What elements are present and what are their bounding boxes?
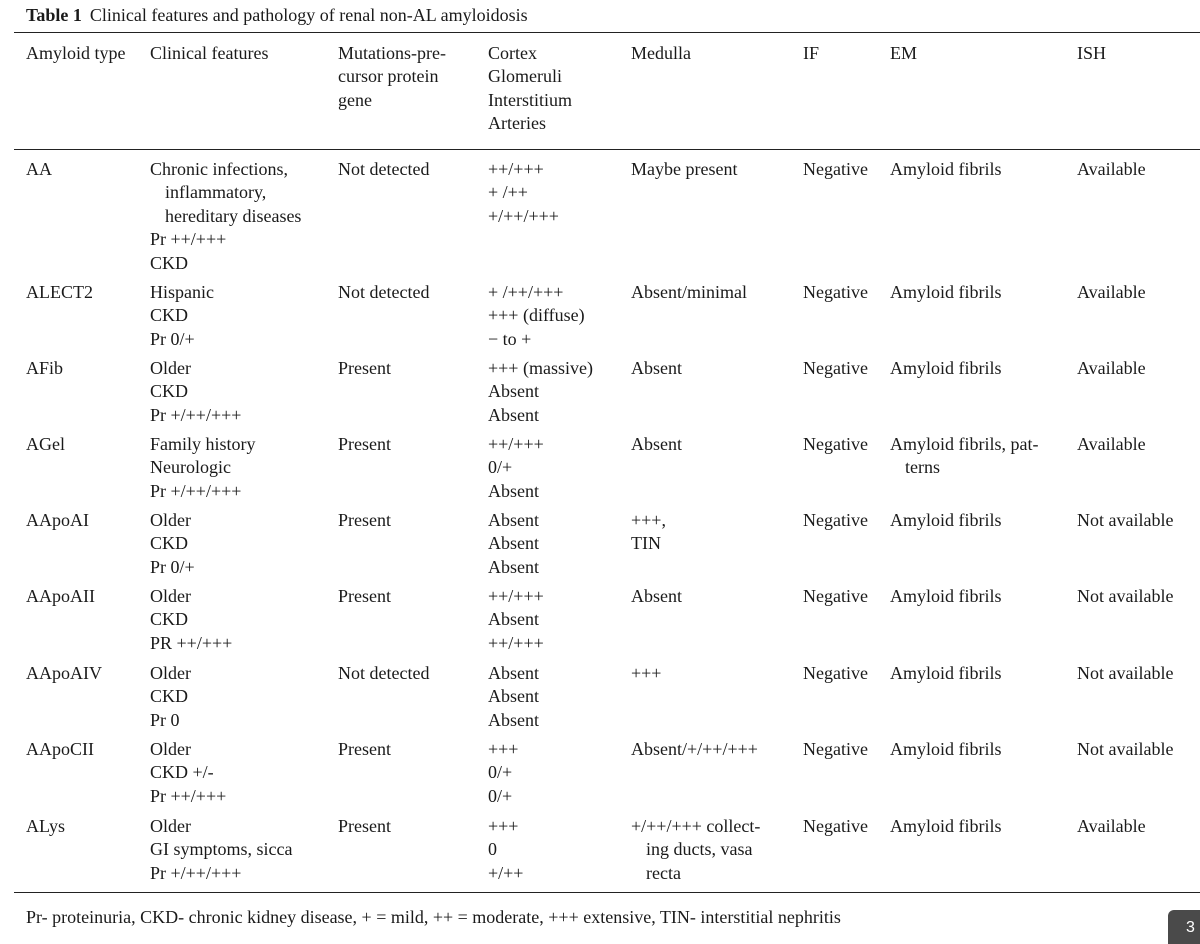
header-line: gene [338,89,372,110]
cell-line: Present [338,510,391,530]
cell-amyloid-type [26,509,89,532]
header-em [890,42,917,65]
table-caption [26,4,528,26]
cell-line: hereditary diseases [165,205,302,226]
cell-line: Not detected [338,159,430,179]
cell-line: Neurologic [150,457,231,478]
cell-line: Not detected [338,282,430,302]
cell-line: AApoAI [26,510,89,530]
cell-line: Absent [488,533,539,554]
header-line: EM [890,43,917,63]
header-line: Medulla [631,43,691,63]
cell-line: Not available [1077,739,1174,759]
cell-line: AGel [26,434,65,454]
cell-line: Family history [150,434,256,454]
cell-mutations [338,662,429,685]
cell-line: Pr +/++/+++ [150,480,242,501]
cell-if [803,585,868,608]
cell-line: ALys [26,816,66,836]
cell-line: Pr ++/+++ [150,785,227,806]
header-line: Amyloid type [26,43,126,63]
cell-line: Not available [1077,586,1174,606]
cell-clinical-features [150,662,191,732]
cell-ish [1077,357,1146,380]
header-amyloid-type [26,42,126,65]
cell-em [890,509,1002,532]
cell-line: CKD [150,252,189,273]
cell-line: ++/+++ [488,632,544,653]
cell-if [803,158,868,181]
cell-cortex [488,738,518,808]
cell-line: ++/+++ [488,159,544,179]
cell-if [803,815,868,838]
header-ish [1077,42,1106,65]
cell-em [890,357,1002,380]
header-line: Clinical features [150,43,269,63]
cell-line: Negative [803,358,868,378]
cell-clinical-features [150,357,241,427]
cell-line: Absent [631,434,682,454]
cell-medulla [631,281,747,304]
cell-medulla [631,738,758,761]
cell-medulla [631,509,666,556]
cell-line: Older [150,663,191,683]
cell-line: +/++/+++ collect- [631,816,761,836]
cell-line: Absent [488,663,539,683]
cell-line: + /++ [488,182,528,203]
cell-if [803,281,868,304]
cell-line: 0/+ [488,785,513,806]
header-if [803,42,819,65]
cell-cortex [488,357,593,427]
cell-line: terns [905,457,940,478]
cell-em [890,738,1002,761]
table-bottom-rule [14,892,1200,893]
cell-line: Negative [803,663,868,683]
cell-line: − to + [488,328,532,349]
cell-line: Absent/+/++/+++ [631,739,758,759]
cell-if [803,357,868,380]
cell-line: ++/+++ [488,586,544,606]
cell-ish [1077,158,1146,181]
cell-em [890,662,1002,685]
cell-line: Negative [803,282,868,302]
cell-medulla [631,815,760,885]
cell-ish [1077,509,1173,532]
cell-mutations [338,585,391,608]
cell-line: Absent [488,510,539,530]
cell-line: +++ (diffuse) [488,305,585,326]
cell-line: CKD [150,686,189,707]
cell-line: +++ [488,739,519,759]
cell-em [890,281,1002,304]
cell-line: Pr 0/+ [150,328,195,349]
cell-line: Present [338,434,391,454]
cell-line: Available [1077,282,1146,302]
cell-line: Absent [631,586,682,606]
cell-line: ++/+++ [488,434,544,454]
cell-line: Amyloid fibrils, pat- [890,434,1039,454]
cell-cortex [488,281,585,351]
table-caption-text: Clinical features and pathology of renal non-AL amyloidosis [89,5,528,25]
cell-line: Amyloid fibrils [890,510,1002,530]
cell-line: +++ (massive) [488,358,593,378]
cell-clinical-features [150,509,195,579]
cell-line: inflammatory, [165,182,267,203]
cell-line: recta [646,862,681,883]
cell-line: Pr 0 [150,709,180,730]
cell-ish [1077,585,1173,608]
cell-line: Absent/minimal [631,282,747,302]
cell-line: ing ducts, vasa [646,839,753,860]
cell-ish [1077,433,1146,456]
cell-clinical-features [150,281,214,351]
cell-line: CKD [150,533,189,554]
cell-line: Absent [488,404,539,425]
cell-line: Present [338,586,391,606]
cell-line: AFib [26,358,64,378]
cell-mutations [338,357,391,380]
cell-line: Absent [488,556,539,577]
cell-line: Amyloid fibrils [890,282,1002,302]
cell-line: Negative [803,510,868,530]
cell-ish [1077,738,1173,761]
header-line: cursor protein [338,66,439,87]
cell-line: Present [338,816,391,836]
cell-medulla [631,357,682,380]
table-top-rule [14,32,1200,33]
cell-em [890,815,1002,838]
cell-medulla [631,433,682,456]
cell-mutations [338,738,391,761]
table-footnote: Pr- proteinuria, CKD- chronic kidney disease, + = mild, ++ = moderate, +++ extensive, TIN- interstitial nephritis [26,907,841,927]
header-line: IF [803,43,820,63]
cell-cortex [488,158,559,228]
cell-line: Maybe present [631,159,738,179]
cell-line: CKD [150,609,189,630]
cell-cortex [488,815,523,885]
cell-line: Available [1077,159,1146,179]
cell-line: Negative [803,739,868,759]
cell-line: Negative [803,434,868,454]
header-medulla [631,42,691,65]
cell-cortex [488,585,544,655]
cell-amyloid-type [26,738,94,761]
cell-line: Present [338,358,391,378]
cell-line: Amyloid fibrils [890,586,1002,606]
cell-line: Available [1077,434,1146,454]
cell-line: Absent [488,709,539,730]
cell-mutations [338,158,429,181]
cell-line: Negative [803,159,868,179]
cell-line: Not detected [338,663,430,683]
cell-mutations [338,281,429,304]
cell-line: Older [150,816,191,836]
cell-line: Amyloid fibrils [890,159,1002,179]
header-line: Interstitium [488,89,572,110]
cell-line: Hispanic [150,282,214,302]
cell-medulla [631,585,682,608]
cell-line: +/++/+++ [488,205,559,226]
cell-line: GI symptoms, sicca [150,839,293,860]
cell-amyloid-type [26,815,65,838]
cell-line: TIN [631,533,661,554]
table-caption-label: Table 1 [26,5,82,25]
header-line: Cortex [488,43,537,63]
cell-amyloid-type [26,433,65,456]
cell-line: Older [150,510,191,530]
cell-line: Amyloid fibrils [890,358,1002,378]
cell-line: PR ++/+++ [150,632,233,653]
cell-clinical-features [150,815,292,885]
cell-line: Absent [631,358,682,378]
cell-line: + /++/+++ [488,282,564,302]
cell-amyloid-type [26,281,93,304]
cell-line: +++, [631,510,666,530]
cell-amyloid-type [26,158,52,181]
cell-line: 0/+ [488,457,513,478]
cell-clinical-features [150,433,256,503]
cell-amyloid-type [26,357,63,380]
cell-line: AApoAIV [26,663,102,683]
cell-line: 0/+ [488,762,513,783]
cell-line: +++ [631,663,662,683]
table-header-rule [14,149,1200,150]
cell-line: Absent [488,609,539,630]
cell-ish [1077,815,1146,838]
cell-cortex [488,662,539,732]
cell-line: Negative [803,586,868,606]
cell-cortex [488,509,539,579]
cell-line: +++ [488,816,519,836]
cell-line: Pr 0/+ [150,556,195,577]
cell-ish [1077,281,1146,304]
header-line: Glomeruli [488,66,562,87]
cell-line: Amyloid fibrils [890,816,1002,836]
cell-line: Negative [803,816,868,836]
cell-line: AApoAII [26,586,95,606]
cell-clinical-features [150,738,226,808]
cell-line: Absent [488,381,539,402]
cell-mutations [338,433,391,456]
cell-line: CKD +/- [150,762,214,783]
cell-line: Pr +/++/+++ [150,404,242,425]
cell-line: Older [150,358,191,378]
cell-line: ALECT2 [26,282,93,302]
cell-line: Amyloid fibrils [890,739,1002,759]
cell-clinical-features [150,585,232,655]
cell-medulla [631,662,661,685]
header-mutations [338,42,446,112]
cell-clinical-features [150,158,301,275]
cell-line: Available [1077,358,1146,378]
cell-line: Pr +/++/+++ [150,862,242,883]
cell-line: CKD [150,305,189,326]
cell-medulla [631,158,737,181]
cell-if [803,738,868,761]
cell-line: Present [338,739,391,759]
cell-line: Absent [488,480,539,501]
cell-amyloid-type [26,585,95,608]
cell-ish [1077,662,1173,685]
cell-mutations [338,509,391,532]
cell-line: Absent [488,686,539,707]
header-line: Arteries [488,113,546,134]
header-line: ISH [1077,43,1107,63]
cell-line: 0 [488,839,497,860]
cell-em [890,433,1038,480]
cell-amyloid-type [26,662,102,685]
cell-line: Chronic infections, [150,159,288,179]
cell-em [890,158,1002,181]
cell-line: Older [150,586,191,606]
cell-line: CKD [150,381,189,402]
page-number: 3 [1186,919,1195,936]
header-line: Mutations-pre- [338,43,446,63]
cell-if [803,662,868,685]
header-cortex [488,42,572,136]
cell-line: Amyloid fibrils [890,663,1002,683]
cell-line: +/++ [488,862,524,883]
cell-line: AApoCII [26,739,94,759]
cell-mutations [338,815,391,838]
cell-line: Pr ++/+++ [150,229,227,250]
cell-line: Older [150,739,191,759]
cell-if [803,509,868,532]
page-number-tab [1168,910,1200,944]
cell-line: Available [1077,816,1146,836]
cell-line: AA [26,159,52,179]
header-clinical-features [150,42,268,65]
cell-line: Not available [1077,510,1174,530]
cell-if [803,433,868,456]
cell-em [890,585,1002,608]
cell-line: Not available [1077,663,1174,683]
cell-cortex [488,433,544,503]
